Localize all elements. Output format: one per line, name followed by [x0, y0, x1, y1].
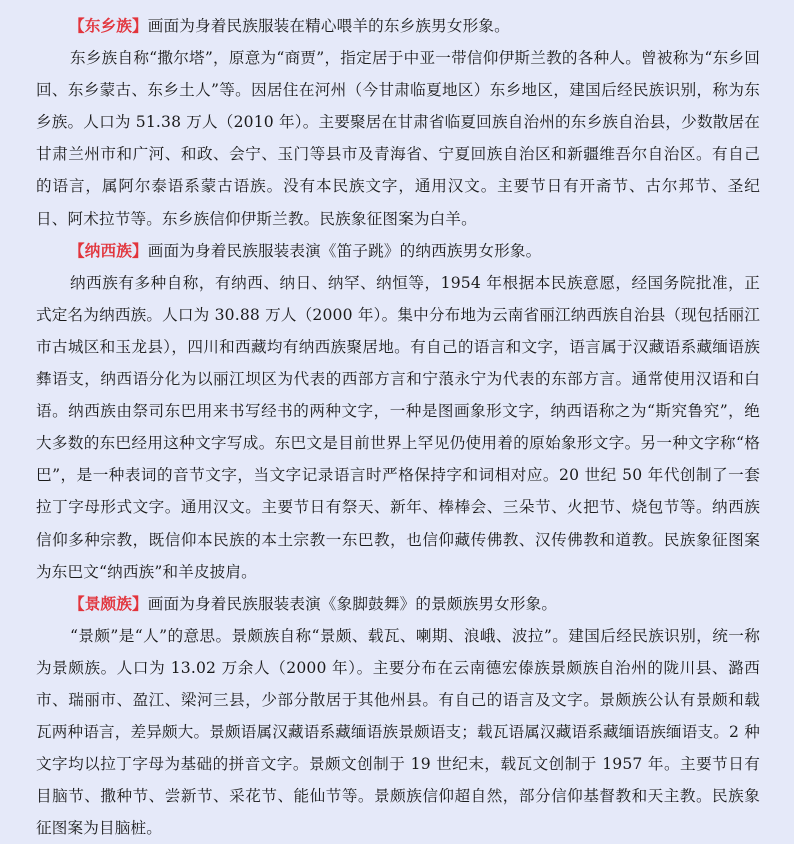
entry-heading [36, 10, 760, 42]
entry-tag: 【东乡族】 [69, 16, 148, 35]
entry-heading [36, 588, 760, 620]
entry-body: 纳西族有多种自称，有纳西、纳日、纳罕、纳恒等，1954 年根据本民族意愿，经国务院批准，正式定名为纳西族。人口为 30.88 万人（2000 年）。集中分布地为云南省丽江纳西族自治县（现包括丽江市古城区和玉龙县），四川和西藏均有纳西族聚居地。有自己的语言和文字，语言属于汉藏语系藏缅语族彝语支，纳西语分化为以丽江坝区为代表的西部方言和宁蒗永宁为代表的东部方言。通常使用汉语和白语。纳西族由祭司东巴用来书写经书的两种文字，一种是图画象形文字，纳西语称之为“斯究鲁究”，绝大多数的东巴经用这种文字写成。东巴文是目前世界上罕见仍使用着的原始象形文字。另一种文字称“格巴”，是一种表词的音节文字，当文字记录语言时严格保持字和词相对应。20 世纪 50 年代创制了一套拉丁字母形式文字。通用汉文。主要节日有祭天、新年、棒棒会、三朵节、火把节、烧包节等。纳西族信仰多种宗教，既信仰本民族的本土宗教一东巴教，也信仰藏传佛教、汉传佛教和道教。民族象征图案为东巴文“纳西族”和羊皮披肩。 [36, 273, 760, 581]
entry-caption: 画面为身着民族服装表演《象脚鼓舞》的景颇族男女形象。 [147, 594, 558, 613]
entry-caption: 画面为身着民族服装表演《笛子跳》的纳西族男女形象。 [147, 241, 542, 260]
entry-heading [36, 235, 760, 267]
entry-tag: 【纳西族】 [69, 240, 148, 260]
entry-dongxiang [36, 10, 760, 235]
entry-jingpo [36, 588, 760, 844]
entry-tag: 【景颇族】 [69, 593, 148, 613]
entry-body: 东乡族自称“撒尔塔”，原意为“商贾”，指定居于中亚一带信仰伊斯兰教的各种人。曾被称为“东乡回回、东乡蒙古、东乡土人”等。因居住在河州（今甘肃临夏地区）东乡地区，建国后经民族识别，称为东乡族。人口为 51.38 万人（2010 年）。主要聚居在甘肃省临夏回族自治州的东乡族自治县，少数散居在甘肃兰州市和广河、和政、会宁、玉门等县市及青海省、宁夏回族自治区和新疆维吾尔自治区。有自己的语言，属阿尔泰语系蒙古语族。没有本民族文字，通用汉文。主要节日有开斋节、古尔邦节、圣纪日、阿术拉节等。东乡族信仰伊斯兰教。民族象征图案为白羊。 [36, 49, 760, 228]
entry-naxi [36, 235, 760, 588]
entry-body: “景颇”是“人”的意思。景颇族自称“景颇、载瓦、喇期、浪峨、波拉”。建国后经民族识别，统一称为景颇族。人口为 13.02 万余人（2000 年）。主要分布在云南德宏傣族景颇族自治州的陇川县、潞西市、瑞丽市、盈江、梁河三县，少部分散居于其他州县。有自己的语言及文字。景颇族公认有景颇和载瓦两种语言，差异颇大。景颇语属汉藏语系藏缅语族景颇语支；载瓦语属汉藏语系藏缅语族缅语支。2 种文字均以拉丁字母为基础的拼音文字。景颇文创制于 19 世纪末，载瓦文创制于 1957 年。主要节日有目脑节、撒种节、尝新节、采花节、能仙节等。景颇族信仰超自然，部分信仰基督教和天主教。民族象征图案为目脑桩。 [36, 626, 760, 838]
entry-caption: 画面为身着民族服装在精心喂羊的东乡族男女形象。 [147, 17, 510, 35]
